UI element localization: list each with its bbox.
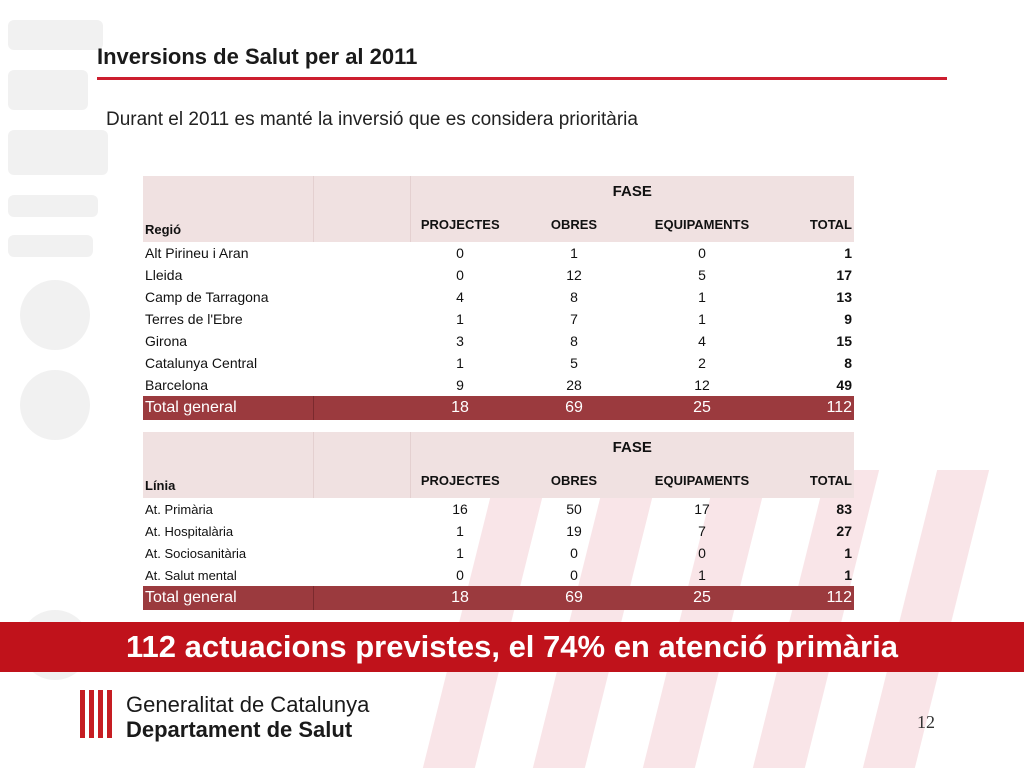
cell-equipaments: 4 [698, 333, 706, 349]
table-row [143, 564, 854, 586]
row-name: Terres de l'Ebre [145, 311, 243, 327]
page-number: 12 [917, 712, 935, 732]
col-header-projectes: PROJECTES [410, 462, 510, 498]
cell-equipaments: 7 [698, 523, 706, 539]
total-equipaments: 25 [638, 396, 766, 420]
cell-projectes: 4 [456, 289, 464, 305]
cell-projectes: 0 [456, 267, 464, 283]
highlight-banner: 112 actuacions previstes, el 74% en atenció primària [0, 622, 1024, 672]
cell-equipaments: 2 [698, 355, 706, 371]
total-label: Total general [143, 586, 313, 610]
cell-total: 1 [844, 245, 852, 261]
cell-equipaments: 17 [694, 501, 710, 517]
cell-projectes: 16 [452, 501, 468, 517]
cell-equipaments: 1 [698, 289, 706, 305]
total-row [143, 396, 854, 420]
row-name: Lleida [145, 267, 183, 283]
table-row [143, 330, 854, 352]
cell-projectes: 3 [456, 333, 464, 349]
cell-equipaments: 12 [694, 377, 710, 393]
row-name: Camp de Tarragona [145, 289, 269, 305]
total-projectes: 18 [410, 586, 510, 610]
table-row [143, 498, 854, 520]
col-header-obres: OBRES [510, 206, 638, 242]
row-name: At. Hospitalària [145, 523, 234, 539]
cell-obres: 1 [570, 245, 578, 261]
cell-total: 27 [836, 523, 852, 539]
cell-obres: 28 [566, 377, 582, 393]
group-header: FASE [410, 432, 854, 462]
spacer-cell [313, 176, 410, 242]
total-obres: 69 [510, 396, 638, 420]
cell-obres: 0 [570, 545, 578, 561]
total-row [143, 586, 854, 610]
row-label-header: Línia [143, 432, 313, 498]
cell-total: 49 [836, 377, 852, 393]
cell-projectes: 9 [456, 377, 464, 393]
cell-obres: 7 [570, 311, 578, 327]
col-header-total: TOTAL [766, 462, 854, 498]
cell-projectes: 1 [456, 311, 464, 327]
row-name: Alt Pirineu i Aran [145, 245, 249, 261]
col-header-equipaments: EQUIPAMENTS [638, 206, 766, 242]
table-row [143, 520, 854, 542]
cell-equipaments: 0 [698, 545, 706, 561]
table-by-region [143, 176, 854, 420]
cell-obres: 0 [570, 567, 578, 583]
cell-total: 8 [844, 355, 852, 371]
cell-projectes: 1 [456, 523, 464, 539]
cell-obres: 19 [566, 523, 582, 539]
row-name: At. Salut mental [145, 567, 237, 583]
col-header-obres: OBRES [510, 462, 638, 498]
total-total: 112 [766, 586, 854, 610]
row-name: Girona [145, 333, 188, 349]
cell-equipaments: 1 [698, 311, 706, 327]
group-header: FASE [410, 176, 854, 206]
cell-projectes: 0 [456, 245, 464, 261]
cell-projectes: 1 [456, 355, 464, 371]
row-name: At. Primària [145, 501, 213, 517]
table-row [143, 542, 854, 564]
page-title: Inversions de Salut per al 2011 [97, 44, 418, 69]
cell-obres: 50 [566, 501, 582, 517]
cell-total: 13 [836, 289, 852, 305]
generalitat-flag-icon [78, 690, 116, 738]
org-name: Generalitat de Catalunya [126, 692, 370, 717]
table-by-line [143, 432, 854, 610]
col-header-projectes: PROJECTES [410, 206, 510, 242]
cell-projectes: 0 [456, 567, 464, 583]
cell-obres: 8 [570, 333, 578, 349]
col-header-equipaments: EQUIPAMENTS [638, 462, 766, 498]
row-name: At. Sociosanitària [145, 545, 247, 561]
cell-projectes: 1 [456, 545, 464, 561]
row-name: Catalunya Central [145, 355, 258, 371]
department-name: Departament de Salut [126, 717, 353, 742]
row-name: Barcelona [145, 377, 209, 393]
page-subtitle: Durant el 2011 es manté la inversió que es considera prioritària [106, 109, 638, 130]
table-row [143, 352, 854, 374]
cell-obres: 8 [570, 289, 578, 305]
total-obres: 69 [510, 586, 638, 610]
total-total: 112 [766, 396, 854, 420]
total-label: Total general [143, 396, 313, 420]
table-row [143, 242, 854, 264]
cell-total: 1 [844, 567, 852, 583]
table-row [143, 308, 854, 330]
row-label-header: Regió [143, 176, 313, 242]
cell-equipaments: 0 [698, 245, 706, 261]
cell-total: 9 [844, 311, 852, 327]
cell-equipaments: 1 [698, 567, 706, 583]
cell-total: 17 [836, 267, 852, 283]
table-row [143, 374, 854, 396]
cell-total: 1 [844, 545, 852, 561]
col-header-total: TOTAL [766, 206, 854, 242]
cell-obres: 12 [566, 267, 582, 283]
table-row [143, 286, 854, 308]
table-row [143, 264, 854, 286]
cell-equipaments: 5 [698, 267, 706, 283]
spacer-cell [313, 432, 410, 498]
total-projectes: 18 [410, 396, 510, 420]
cell-total: 15 [836, 333, 852, 349]
cell-obres: 5 [570, 355, 578, 371]
total-equipaments: 25 [638, 586, 766, 610]
cell-total: 83 [836, 501, 852, 517]
title-divider [97, 77, 947, 80]
